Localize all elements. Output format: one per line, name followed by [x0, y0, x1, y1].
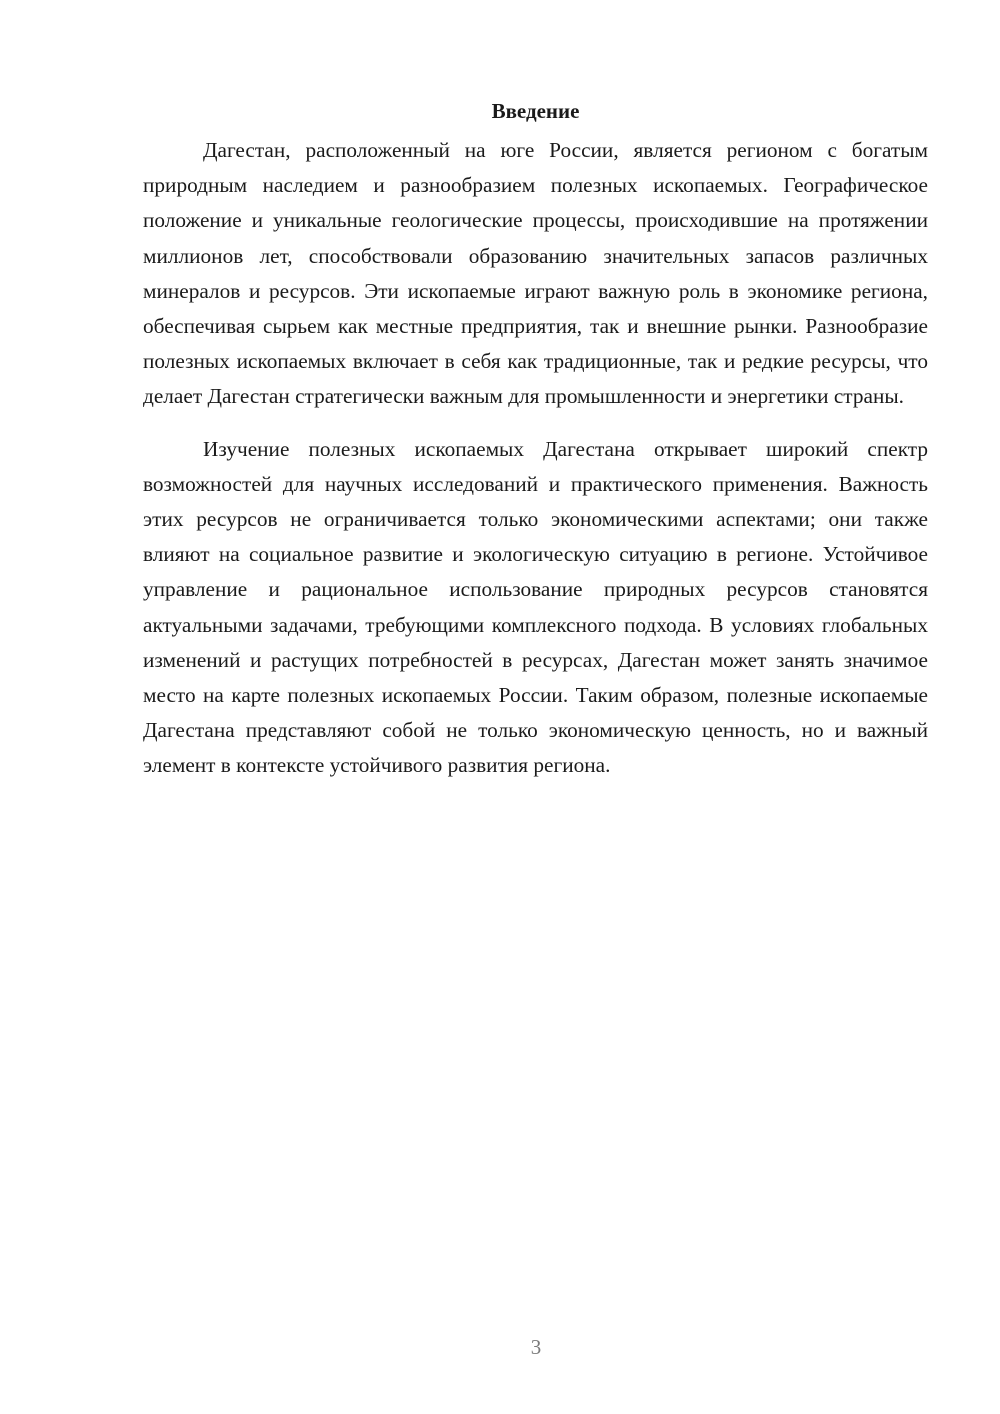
- section-heading: Введение: [491, 99, 580, 123]
- page-number: 3: [530, 1335, 542, 1359]
- paragraph-1: Дагестан, расположенный на юге России, является регионом с богатым природным наследием и разнообразием полезных ископаемых. Географическое положение и уникальные геологические процессы, происходившие на протяжении миллионов лет, способствовали образованию значительных запасов различных минералов и ресурсов. Эти ископаемые играют важную роль в экономике региона, обеспечивая сырьем как местные предприятия, так и внешние рынки. Разнообразие полезных ископаемых включает в себя как традиционные, так и редкие ресурсы, что делает Дагестан стратегически важным для промышленности и энергетики страны.: [143, 138, 928, 409]
- page-content: [143, 93, 928, 784]
- paragraph-2: Изучение полезных ископаемых Дагестана открывает широкий спектр возможностей для научных исследований и практического применения. Важность этих ресурсов не ограничивается только экономическими аспектами; они также влияют на социальное развитие и экологическую ситуацию в регионе. Устойчивое управление и рациональное использование природных ресурсов становятся актуальными задачами, требующими комплексного подхода. В условиях глобальных изменений и растущих потребностей в ресурсах, Дагестан может занять значимое место на карте полезных ископаемых России. Таким образом, полезные ископаемые Дагестана представляют собой не только экономическую ценность, но и важный элемент в контексте устойчивого развития региона.: [143, 436, 928, 778]
